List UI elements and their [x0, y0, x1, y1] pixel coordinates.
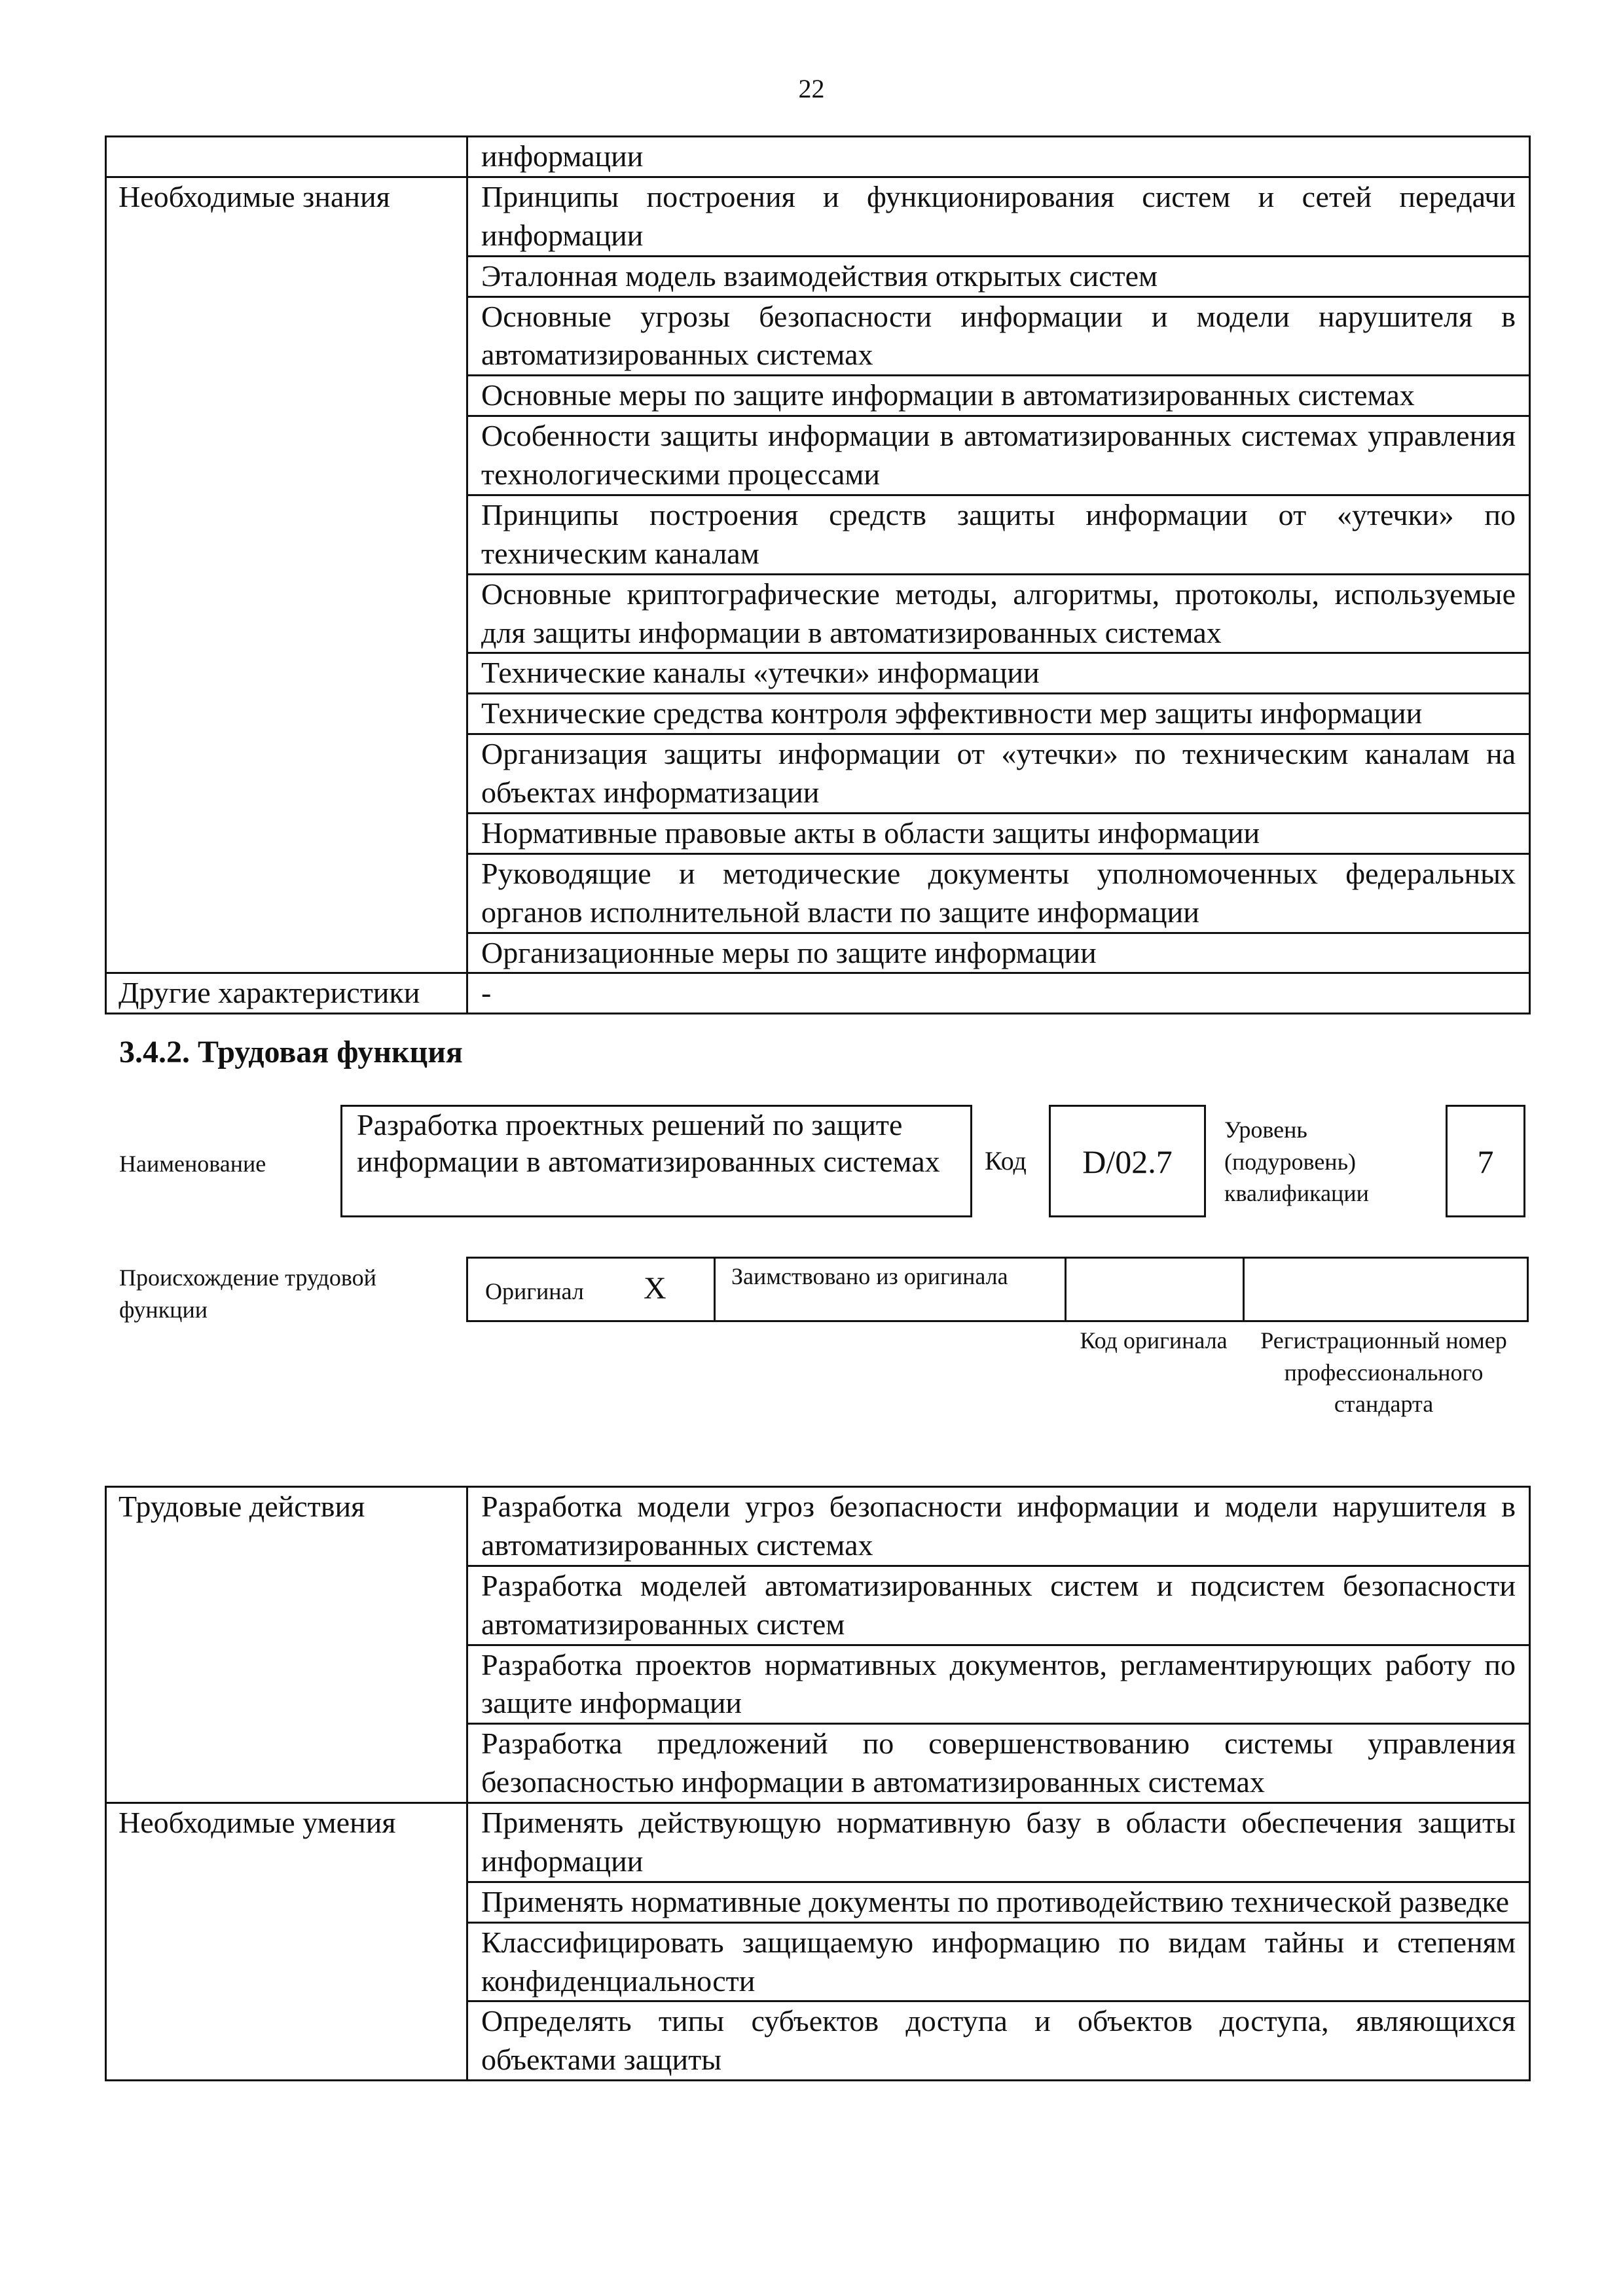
- row-item: Разработка модели угроз безопасности информации и модели нарушителя в автоматизированных системах: [467, 1487, 1530, 1566]
- table-row: [106, 137, 1530, 177]
- table-row: [106, 1487, 1530, 1566]
- row-label: [106, 137, 467, 177]
- row-item: Организация защиты информации от «утечки» по техническим каналам на объектах информатизации: [467, 734, 1530, 814]
- code-original-caption: Код оригинала: [1080, 1327, 1228, 1354]
- row-item: Эталонная модель взаимодействия открытых систем: [467, 256, 1530, 296]
- origin-original-cell: [468, 1259, 716, 1320]
- row-label: Другие характеристики: [106, 973, 467, 1014]
- origin-code-cell: [1067, 1259, 1245, 1320]
- row-item: Руководящие и методические документы уполномоченных федеральных органов исполнительной власти по защите информации: [467, 853, 1530, 933]
- row-item: Технические средства контроля эффективности мер защиты информации: [467, 694, 1530, 734]
- row-item: -: [467, 973, 1530, 1014]
- row-item: Разработка проектов нормативных документов, регламентирующих работу по защите информации: [467, 1645, 1530, 1724]
- table-row: [106, 973, 1530, 1014]
- reg-number-caption: Регистрационный номер профессионального стандарта: [1260, 1327, 1507, 1418]
- actions-table: [105, 1486, 1531, 2081]
- row-label: Трудовые действия: [106, 1487, 467, 1803]
- section-heading: 3.4.2. Трудовая функция: [119, 1035, 463, 1069]
- function-name-box: [340, 1105, 972, 1217]
- function-code: D/02.7: [1082, 1143, 1173, 1180]
- row-item: Организационные меры по защите информации: [467, 933, 1530, 973]
- original-label: Оригинал: [485, 1278, 584, 1304]
- row-item: информации: [467, 137, 1530, 177]
- row-item: Нормативные правовые акты в области защиты информации: [467, 813, 1530, 853]
- page-number: 22: [798, 74, 825, 103]
- row-item: Применять нормативные документы по противодействию технической разведке: [467, 1882, 1530, 1922]
- origin-label: Происхождение трудовой функции: [119, 1265, 376, 1323]
- code-label: Код: [985, 1146, 1027, 1175]
- qualification-level: 7: [1477, 1143, 1494, 1180]
- level-box: [1446, 1105, 1525, 1217]
- knowledge-table: [105, 135, 1531, 1014]
- row-item: Разработка предложений по совершенствованию системы управления безопасностью информации в автоматизированных системах: [467, 1724, 1530, 1803]
- row-item: Технические каналы «утечки» информации: [467, 653, 1530, 694]
- row-item: Особенности защиты информации в автоматизированных системах управления технологическими процессами: [467, 416, 1530, 495]
- row-label: Необходимые знания: [106, 177, 467, 973]
- origin-reg-number-cell: [1245, 1259, 1527, 1320]
- row-item: Определять типы субъектов доступа и объектов доступа, являющихся объектами защиты: [467, 2001, 1530, 2081]
- row-item: Разработка моделей автоматизированных систем и подсистем безопасности автоматизированных систем: [467, 1566, 1530, 1645]
- row-item: Классифицировать защищаемую информацию по видам тайны и степеням конфиденциальности: [467, 1922, 1530, 2001]
- borrowed-label: Заимствовано из оригинала: [731, 1263, 1008, 1289]
- code-box: [1049, 1105, 1206, 1217]
- row-item: Основные криптографические методы, алгоритмы, протоколы, используемые для защиты информации в автоматизированных системах: [467, 574, 1530, 653]
- origin-box: [466, 1257, 1529, 1322]
- row-item: Применять действующую нормативную базу в области обеспечения защиты информации: [467, 1803, 1530, 1882]
- table-row: [106, 1803, 1530, 1882]
- level-label: Уровень (подуровень) квалификации: [1224, 1117, 1369, 1207]
- table-row: [106, 177, 1530, 256]
- origin-borrowed-cell: [716, 1259, 1067, 1320]
- row-item: Принципы построения и функционирования систем и сетей передачи информации: [467, 177, 1530, 256]
- original-mark: X: [644, 1271, 666, 1306]
- row-item: Основные меры по защите информации в автоматизированных системах: [467, 376, 1530, 416]
- row-item: Принципы построения средств защиты информации от «утечки» по техническим каналам: [467, 495, 1530, 574]
- function-name: Разработка проектных решений по защите информации в автоматизированных системах: [357, 1108, 940, 1179]
- row-item: Основные угрозы безопасности информации и модели нарушителя в автоматизированных системах: [467, 296, 1530, 376]
- name-label: Наименование: [119, 1151, 266, 1177]
- row-label: Необходимые умения: [106, 1803, 467, 2081]
